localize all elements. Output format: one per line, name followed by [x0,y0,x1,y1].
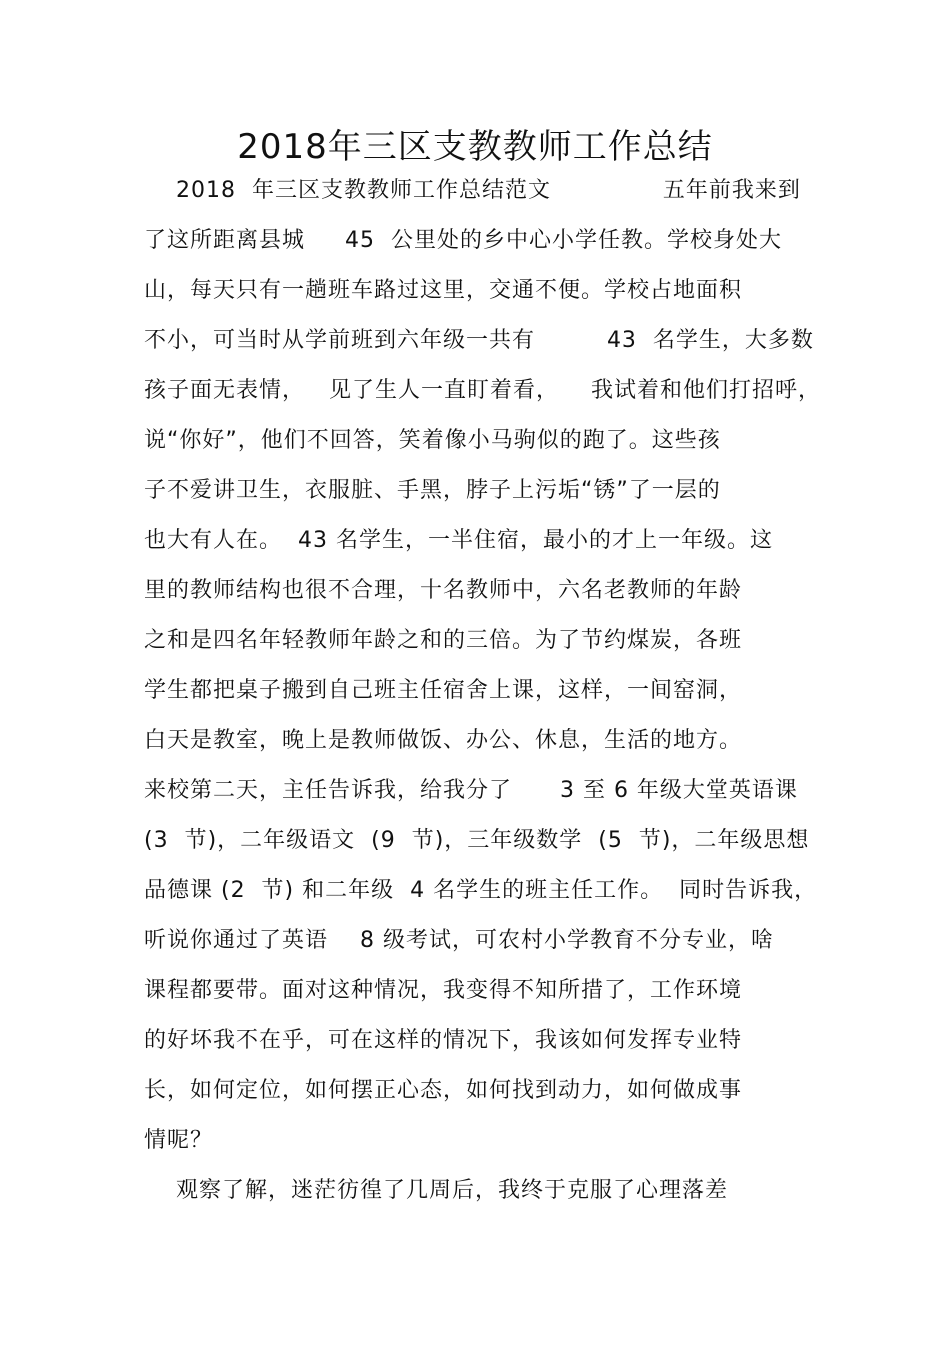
body-line-15: 品德课 (2 节) 和二年级 4 名学生的班主任工作。 同时告诉我， [144,878,818,903]
body-line-18: 的好坏我不在乎，可在这样的情况下，我该如何发挥专业特 [144,1028,743,1053]
body-line-4: 不小，可当时从学前班到六年级一共有 43 名学生，大多数 [144,328,814,353]
body-line-16: 听说你通过了英语 8 级考试，可农村小学教育不分专业，啥 [144,928,774,953]
body-line-12: 白天是教室，晚上是教师做饭、办公、休息，生活的地方。 [144,728,743,753]
body-line-9: 里的教师结构也很不合理，十名教师中，六名老教师的年龄 [144,578,743,603]
body-line-21: 观察了解，迷茫彷徨了几周后，我终于克服了心理落差 [144,1178,728,1203]
body-line-8: 也大有人在。 43 名学生，一半住宿，最小的才上一年级。这 [144,528,773,553]
body-line-1: 2018 年三区支教教师工作总结范文 五年前我来到 [144,178,801,203]
body-line-3: 山，每天只有一趟班车路过这里，交通不便。学校占地面积 [144,278,743,303]
document-title: 2018年三区支教教师工作总结 [237,127,713,167]
body-line-6: 说“你好”，他们不回答，笑着像小马驹似的跑了。这些孩 [144,428,721,453]
body-line-5: 孩子面无表情， 见了生人一直盯着看， 我试着和他们打招呼， [144,378,821,403]
body-line-7: 子不爱讲卫生，衣服脏、手黑，脖子上污垢“锈”了一层的 [144,478,721,503]
body-line-17: 课程都要带。面对这种情况，我变得不知所措了，工作环境 [144,978,743,1003]
body-line-20: 情呢？ [144,1128,214,1153]
body-line-19: 长，如何定位，如何摆正心态，如何找到动力，如何做成事 [144,1078,743,1103]
body-line-14: (3 节)，二年级语文 (9 节)，三年级数学 (5 节)，二年级思想 [144,828,810,853]
body-line-2: 了这所距离县城 45 公里处的乡中心小学任教。学校身处大 [144,228,782,253]
body-line-11: 学生都把桌子搬到自己班主任宿舍上课，这样，一间窑洞， [144,678,743,703]
body-line-10: 之和是四名年轻教师年龄之和的三倍。为了节约煤炭，各班 [144,628,743,653]
body-line-13: 来校第二天，主任告诉我，给我分了 3 至 6 年级大堂英语课 [144,778,798,803]
